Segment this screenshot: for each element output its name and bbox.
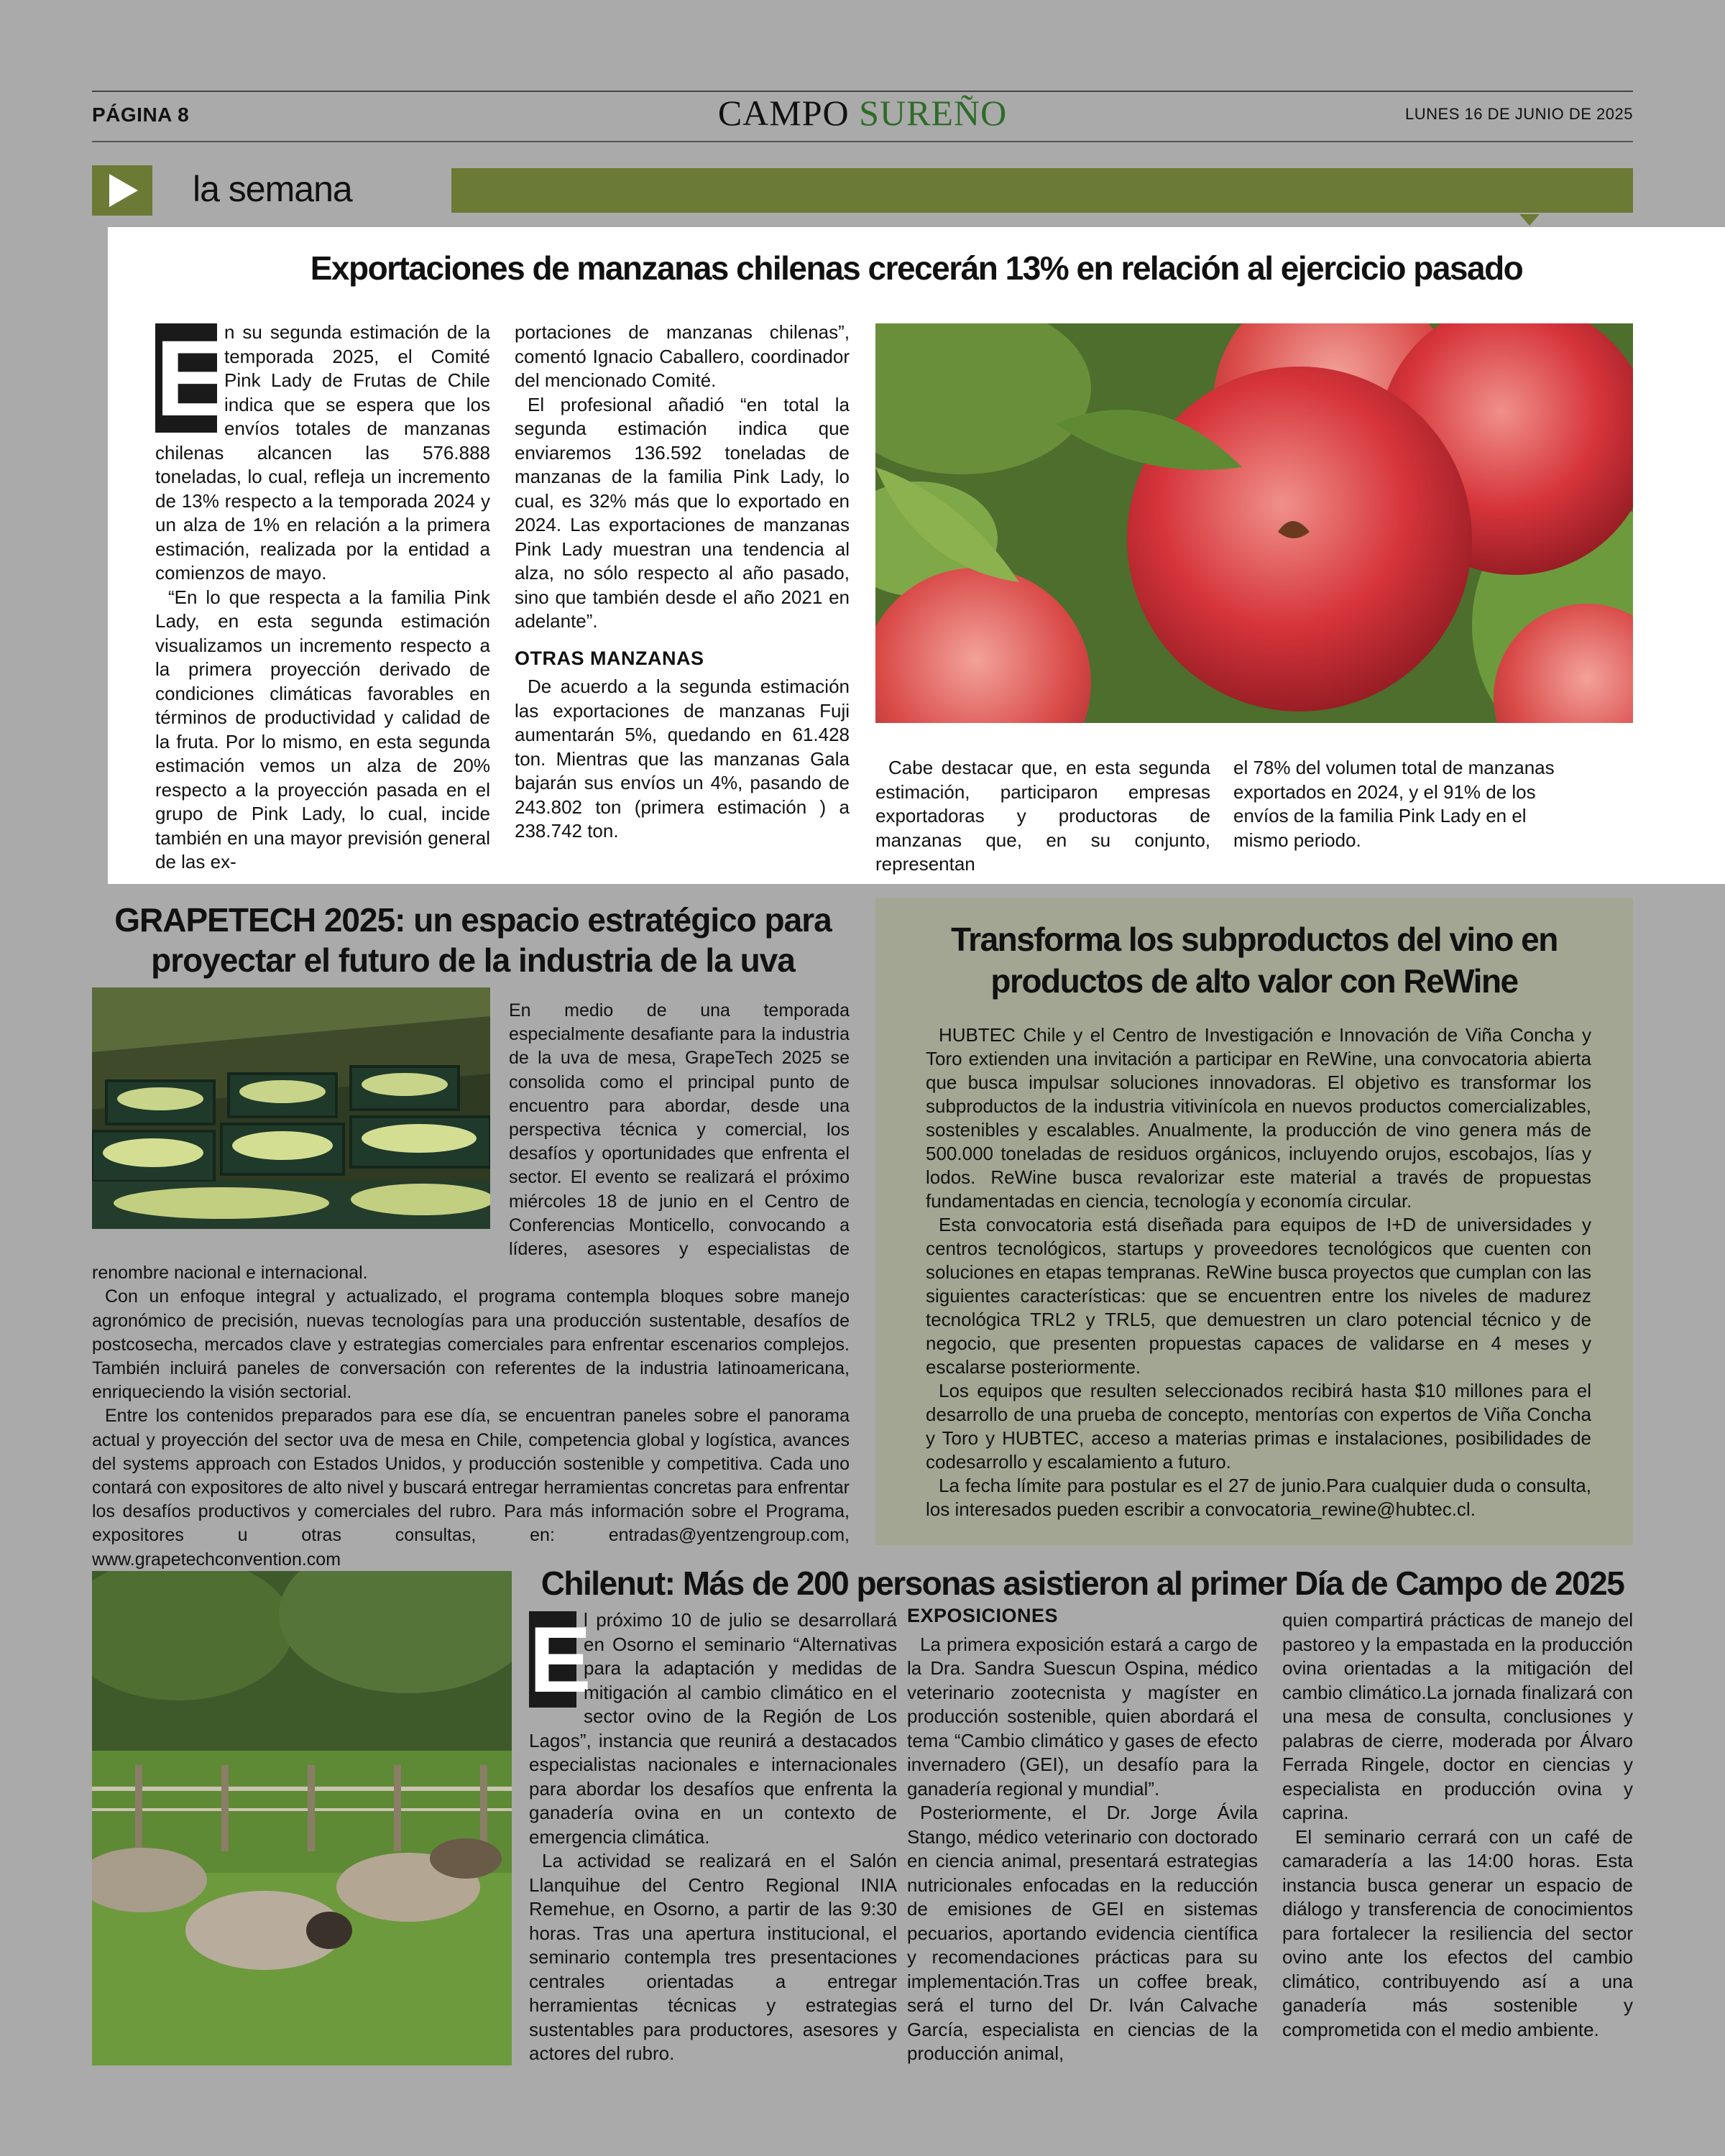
brand-word-campo: CAMPO (717, 93, 850, 133)
chilenut-paragraph: La primera exposición estará a cargo de la Dra. Sandra Suescun Ospina, médico veterinario zootecnista y magíster en producción sostenible, quien abordará el tema “Cambio climático y gases de efecto invernadero (GEI), un desafío para la ganadería regional y mundial”. (907, 1633, 1258, 1800)
apples-photo (875, 323, 1633, 723)
chilenut-paragraph: Posteriormente, el Dr. Jorge Ávila Stango, médico veterinario con doctorado en ciencia animal, presentará estrategias nutricionales enfocadas en la reducción de emisiones de GEI en sistemas pecuarios, aportando evidencia científica y recomendaciones prácticas para su implementación.Tras un coffee break, será el turno del Dr. Iván Calvache García, especialista en ciencias de la producción animal, (907, 1802, 1258, 2064)
rewine-paragraph: HUBTEC Chile y el Centro de Investigación e Innovación de Viña Concha y Toro extienden una invitación a participar en ReWine, una convocatoria abierta que busca impulsar soluciones innovadoras. El objetivo es transformar los subproductos de la industria vitivinícola en nuevos productos comercializables, sostenibles y escalables. Anualmente, la producción de vino genera más de 500.000 toneladas de residuos orgánicos, incluyendo orujos, escobajos, lías y lodos. ReWine busca revalorizar este material a través de propuestas fundamentadas en ciencia, tecnología y economía circular. (926, 1024, 1591, 1212)
apples-paragraph: “En lo que respecta a la familia Pink Lady, en esta segunda estimación visualizamos un incremento respecto a la primera proyección derivado de condiciones climáticas favorables en términos de productividad y calidad de la fruta. Por lo mismo, en esta segunda estimación vemos un alza de 20% respecto a la proyección pasada en el grupo de Pink Lady, lo cual, incide también en una mayor previsión general de las ex- (155, 586, 490, 872)
apples-paragraph: De acuerdo a la segunda estimación las exportaciones de manzanas Fuji aumentarán 5%, quedando en 61.428 ton. Mientras que las manzanas Gala bajarán sus envíos un 4%, pasando de 243.802 ton (primera estimación ) a 238.742 ton. (515, 676, 850, 842)
apples-paragraph: n su segunda estimación de la temporada 2025, el Comité Pink Lady de Frutas de Chile indica que se espera que los envíos totales de manzanas chilenas alcancen las 576.888 toneladas, lo cual, refleja un incremento de 13% respecto a la temporada 2024 y un alza de 1% en relación a la primera estimación, realizada por la entidad a comienzos de mayo. (155, 321, 490, 584)
issue-date: LUNES 16 DE JUNIO DE 2025 (1405, 105, 1633, 123)
rewine-headline: Transforma los subproductos del vino en productos de alto valor con ReWine (951, 921, 1558, 1000)
grapetech-body (92, 999, 850, 1572)
sheep-photo (92, 1571, 512, 2065)
chilenut-column-2 (907, 1604, 1258, 2066)
page-number: PÁGINA 8 (92, 103, 190, 126)
chilenut-paragraph: La actividad se realizará en el Salón Llanquihue del Centro Regional INIA Remehue, en Osorno, a partir de las 9:30 horas. Tras una apertura institucional, el seminario contempla tres presentaciones centrales orientadas a entregar herramientas técnicas y estrategias sustentables para productores, asesores y actores del rubro. (529, 1850, 897, 2064)
chilenut-column-1 (529, 1608, 897, 2066)
section-band-bar (451, 168, 1633, 213)
rewine-paragraph: La fecha límite para postular es el 27 de junio.Para cualquier duda o consulta, los interesados pueden escribir a convocatoria_rewine@hubtec.cl. (926, 1475, 1591, 1520)
apples-paragraph: Cabe destacar que, en esta segunda estimación, participaron empresas exportadoras y productoras de manzanas que, en su conjunto, representan (875, 757, 1210, 875)
apples-headline: Exportaciones de manzanas chilenas crecerán 13% en relación al ejercicio pasado (310, 249, 1523, 287)
apples-column-4 (1233, 756, 1568, 852)
grapetech-paragraph: Entre los contenidos preparados para ese día, se encuentran paneles sobre el panorama actual y proyección del sector uva de mesa en Chile, competencia global y logística, avances del systems approach con Estados Unidos, y producción sostenible y competitiva. Cada uno contará con expositores de alto nivel y buscará entregar herramientas concretas para enfrentar los desafíos productivos y comerciales del rubro. Para más información sobre el Programa, expositores u otras consultas, en: entradas@yentzengroup.com, www.grapetechconvention.com (92, 1406, 850, 1570)
apples-column-1 (155, 318, 490, 875)
apples-column-2 (515, 321, 850, 844)
rewine-paragraph: Los equipos que resulten seleccionados recibirá hasta $10 millones para el desarrollo de una prueba de concepto, mentorías con expertos de Viña Concha y Toro y HUBTEC, acceso a materias primas e instalaciones, posibilidades de codesarrollo y escalamiento a futuro. (926, 1380, 1591, 1473)
rewine-paragraph: Esta convocatoria está diseñada para equipos de I+D de universidades y centros tecnológicos, startups y proveedores tecnológicos que cuenten con soluciones en etapas tempranas. ReWine busca proyectos que cumplan con las siguientes características: que se encuentren entre los niveles de madurez tecnológica TRL2 y TRL5, que demuestren un claro potencial técnico y de negocio, que presenten propuestas capaces de validarse en 4 meses y escalarse posteriormente. (926, 1214, 1591, 1378)
play-arrow-icon (92, 165, 152, 216)
apples-dropcap: E (155, 318, 228, 438)
grapetech-headline: GRAPETECH 2025: un espacio estratégico para proyectar el futuro de la industria de la uva (114, 901, 832, 979)
section-band-pointer (1519, 214, 1540, 226)
grapetech-paragraph: En medio de una temporada especialmente desafiante para la industria de la uva de mesa, GrapeTech 2025 se consolida como el principal punto de encuentro para abordar, desde una perspectiva técnica y comercial, los desafíos y oportunidades que enfrenta el sector. El evento se realizará el próximo miércoles 18 de junio en el Centro de Conferencias Monticello, convocando a líderes, asesores y especialistas de renombre nacional e internacional. (92, 1000, 850, 1284)
section-band (92, 165, 1633, 216)
brand-word-sureno: SUREÑO (859, 93, 1008, 133)
rewine-body (926, 1023, 1591, 1521)
grapetech-paragraph: Con un enfoque integral y actualizado, el programa contempla bloques sobre manejo agronómico de precisión, nuevas tecnologías para una producción sustentable, desafíos de postcosecha, mercados clave y estrategias comerciales para enfrentar escenarios complejos. También incluirá paneles de conversación con referentes de la industria latinoamericana, enriqueciendo la visión sectorial. (92, 1286, 850, 1403)
masthead-bottom-rule (92, 141, 1633, 142)
apples-subhead: OTRAS MANZANAS (515, 647, 704, 669)
chilenut-headline: Chilenut: Más de 200 personas asistieron al primer Día de Campo de 2025 (540, 1565, 1624, 1602)
chilenut-paragraph: El seminario cerrará con un café de camaradería a las 14:00 horas. Esta instancia busca generar un espacio de diálogo y transferencia de conocimientos para fortalecer la resiliencia del sector ovino ante los efectos del cambio climático, contribuyendo así a una ganadería más sostenible y comprometida con el medio ambiente. (1282, 1825, 1633, 2040)
chilenut-subhead: EXPOSICIONES (907, 1605, 1059, 1626)
chilenut-column-3 (1282, 1608, 1633, 2042)
apples-paragraph: El profesional añadió “en total la segunda estimación indica que enviaremos 136.592 toneladas de manzanas de la familia Pink Lady, lo cual, es 32% más que lo exportado en 2024. Las exportaciones de manzanas Pink Lady muestran una tendencia al alza, no sólo respecto al año pasado, sino que también desde el año 2021 en adelante”. (515, 393, 850, 632)
chilenut-dropcap: E (529, 1607, 592, 1712)
apples-column-3 (875, 756, 1210, 877)
grapetech-photo-spacer (92, 999, 509, 1240)
apples-paragraph: el 78% del volumen total de manzanas exportados en 2024, y el 91% de los envíos de la familia Pink Lady en el mismo periodo. (1233, 757, 1555, 851)
section-title: la semana (193, 169, 352, 209)
chilenut-paragraph: l próximo 10 de julio se desarrollará en Osorno el seminario “Alternativas para la adaptación y medidas de mitigación al cambio climático en el sector ovino de la Región de Los Lagos”, instancia que reunirá a destacados especialistas nacionales e internacionales para abordar los desafíos que enfrenta la ganadería ovina en un contexto de emergencia climática. (529, 1609, 897, 1848)
apples-paragraph: portaciones de manzanas chilenas”, comentó Ignacio Caballero, coordinador del mencionado Comité. (515, 321, 850, 391)
chilenut-paragraph: quien compartirá prácticas de manejo del pastoreo y la empastada en la producción ovina orientadas a la mitigación del cambio climático.La jornada finalizará con una mesa de consulta, conclusiones y palabras de cierre, moderada por Álvaro Ferrada Ringele, doctor en ciencias y especialista en producción ovina y caprina. (1282, 1609, 1633, 1823)
